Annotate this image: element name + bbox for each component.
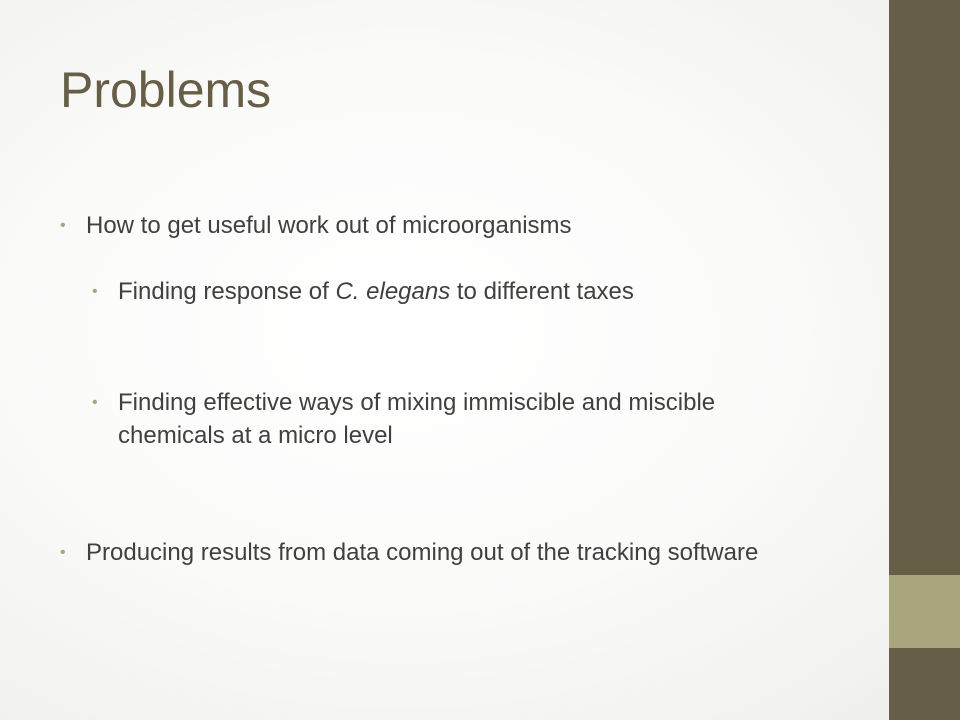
bullet-item — [60, 209, 760, 242]
bullet-text: Producing results from data coming out of the tracking software — [86, 539, 759, 566]
decorative-sidebar — [889, 0, 960, 720]
sidebar-dark-segment-bottom — [889, 648, 960, 720]
sidebar-accent-segment — [889, 575, 960, 648]
bullet-text: Finding effective ways of mixing immiscible and miscible chemicals at a micro level — [118, 389, 716, 449]
bullet-item — [60, 536, 820, 569]
sub-bullet-item — [92, 275, 772, 308]
sidebar-dark-segment-top — [889, 0, 960, 575]
bullet-dot-icon: • — [60, 544, 66, 561]
species-name-italic: C. elegans — [335, 278, 451, 305]
bullet-dot-icon: • — [60, 217, 66, 234]
bullet-dot-icon: • — [92, 283, 98, 300]
slide-title: Problems — [60, 62, 272, 118]
bullet-text: How to get useful work out of microorganisms — [86, 212, 572, 239]
bullet-text — [118, 275, 634, 308]
bullet-dot-icon: • — [92, 394, 98, 411]
slide-body — [60, 0, 840, 720]
bullet-text-after: to different taxes — [450, 278, 634, 305]
sub-bullet-item — [92, 386, 772, 452]
bullet-text-before: Finding response of — [118, 278, 336, 305]
